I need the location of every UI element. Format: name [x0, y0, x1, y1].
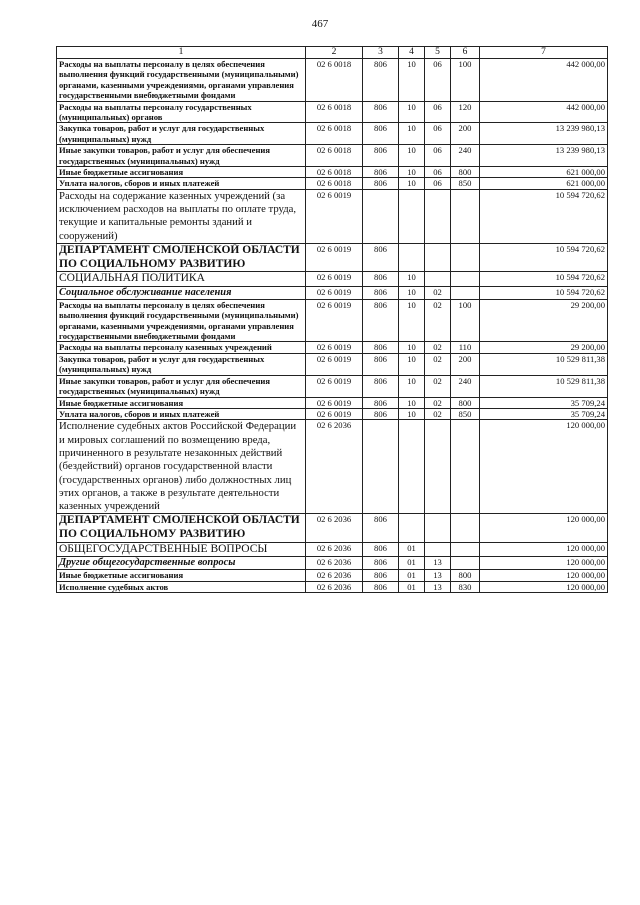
expense-type-cell [451, 420, 480, 514]
target-article-cell: 02 6 0019 [306, 353, 363, 375]
expense-type-cell: 240 [451, 145, 480, 167]
target-article-cell: 02 6 2036 [306, 542, 363, 557]
expense-type-cell: 110 [451, 342, 480, 353]
subsection-code-cell: 02 [425, 353, 451, 375]
amount-cell: 10 594 720,62 [480, 244, 608, 272]
name-cell: Расходы на выплаты персоналу в целях обеспечения выполнения функций государственными (муниципальными) органами, казенными учреждениями, органами управления государственными внебюджетными фондами [57, 299, 306, 342]
subsection-code-cell [425, 420, 451, 514]
amount-cell: 442 000,00 [480, 59, 608, 102]
name-cell: Иные бюджетные ассигнования [57, 570, 306, 581]
table-body [57, 59, 608, 593]
table-row [57, 101, 608, 123]
target-article-cell: 02 6 0018 [306, 178, 363, 189]
target-article-cell: 02 6 2036 [306, 581, 363, 592]
table-row [57, 123, 608, 145]
target-article-cell: 02 6 2036 [306, 557, 363, 570]
admin-code-cell: 806 [363, 570, 399, 581]
name-cell: Закупка товаров, работ и услуг для государственных (муниципальных) нужд [57, 353, 306, 375]
expense-type-cell: 200 [451, 123, 480, 145]
header-cell: 3 [363, 47, 399, 59]
header-cell: 4 [399, 47, 425, 59]
name-cell: Закупка товаров, работ и услуг для государственных (муниципальных) нужд [57, 123, 306, 145]
admin-code-cell: 806 [363, 167, 399, 178]
section-code-cell: 10 [399, 286, 425, 299]
name-cell: Иные бюджетные ассигнования [57, 167, 306, 178]
page-number: 467 [311, 18, 329, 30]
admin-code-cell [363, 189, 399, 243]
expense-type-cell: 240 [451, 375, 480, 397]
amount-cell: 35 709,24 [480, 397, 608, 408]
target-article-cell: 02 6 0019 [306, 397, 363, 408]
table-row [57, 408, 608, 419]
amount-cell: 35 709,24 [480, 408, 608, 419]
name-cell: ОБЩЕГОСУДАРСТВЕННЫЕ ВОПРОСЫ [57, 542, 306, 557]
expense-type-cell [451, 286, 480, 299]
section-code-cell: 10 [399, 145, 425, 167]
table-row [57, 272, 608, 287]
amount-cell: 120 000,00 [480, 581, 608, 592]
header-cell: 2 [306, 47, 363, 59]
target-article-cell: 02 6 0018 [306, 123, 363, 145]
amount-cell: 120 000,00 [480, 542, 608, 557]
subsection-code-cell: 02 [425, 286, 451, 299]
admin-code-cell: 806 [363, 514, 399, 542]
admin-code-cell: 806 [363, 299, 399, 342]
name-cell: Исполнение судебных актов [57, 581, 306, 592]
admin-code-cell: 806 [363, 353, 399, 375]
amount-cell: 120 000,00 [480, 557, 608, 570]
amount-cell: 120 000,00 [480, 570, 608, 581]
section-code-cell: 10 [399, 178, 425, 189]
table-row [57, 189, 608, 243]
amount-cell: 10 594 720,62 [480, 286, 608, 299]
name-cell: Социальное обслуживание населения [57, 286, 306, 299]
amount-cell: 120 000,00 [480, 514, 608, 542]
name-cell: СОЦИАЛЬНАЯ ПОЛИТИКА [57, 272, 306, 287]
subsection-code-cell: 13 [425, 581, 451, 592]
expense-type-cell [451, 514, 480, 542]
amount-cell: 10 529 811,38 [480, 353, 608, 375]
expense-type-cell: 100 [451, 299, 480, 342]
subsection-code-cell: 02 [425, 408, 451, 419]
table-row [57, 286, 608, 299]
target-article-cell: 02 6 2036 [306, 420, 363, 514]
section-code-cell: 10 [399, 167, 425, 178]
target-article-cell: 02 6 0019 [306, 272, 363, 287]
name-cell: Уплата налогов, сборов и иных платежей [57, 408, 306, 419]
admin-code-cell: 806 [363, 342, 399, 353]
admin-code-cell: 806 [363, 408, 399, 419]
subsection-code-cell [425, 514, 451, 542]
name-cell: ДЕПАРТАМЕНТ СМОЛЕНСКОЙ ОБЛАСТИ ПО СОЦИАЛЬНОМУ РАЗВИТИЮ [57, 244, 306, 272]
admin-code-cell: 806 [363, 557, 399, 570]
table-row [57, 167, 608, 178]
admin-code-cell: 806 [363, 123, 399, 145]
amount-cell: 29 200,00 [480, 299, 608, 342]
subsection-code-cell: 13 [425, 570, 451, 581]
section-code-cell [399, 420, 425, 514]
table-row [57, 353, 608, 375]
section-code-cell: 10 [399, 272, 425, 287]
admin-code-cell: 806 [363, 59, 399, 102]
subsection-code-cell: 02 [425, 299, 451, 342]
section-code-cell: 01 [399, 581, 425, 592]
expense-type-cell: 830 [451, 581, 480, 592]
target-article-cell: 02 6 0018 [306, 59, 363, 102]
subsection-code-cell: 06 [425, 178, 451, 189]
section-code-cell: 10 [399, 123, 425, 145]
subsection-code-cell: 06 [425, 167, 451, 178]
table-row [57, 59, 608, 102]
section-code-cell: 01 [399, 557, 425, 570]
section-code-cell: 10 [399, 342, 425, 353]
table-row [57, 244, 608, 272]
target-article-cell: 02 6 2036 [306, 570, 363, 581]
target-article-cell: 02 6 0018 [306, 145, 363, 167]
section-code-cell: 01 [399, 570, 425, 581]
subsection-code-cell [425, 272, 451, 287]
subsection-code-cell [425, 542, 451, 557]
table-row [57, 557, 608, 570]
target-article-cell: 02 6 0018 [306, 101, 363, 123]
name-cell: Расходы на выплаты персоналу государственных (муниципальных) органов [57, 101, 306, 123]
section-code-cell: 10 [399, 59, 425, 102]
name-cell: Иные закупки товаров, работ и услуг для обеспечения государственных (муниципальных) нужд [57, 375, 306, 397]
target-article-cell: 02 6 0019 [306, 189, 363, 243]
subsection-code-cell: 06 [425, 101, 451, 123]
expense-type-cell: 850 [451, 408, 480, 419]
target-article-cell: 02 6 0019 [306, 299, 363, 342]
amount-cell: 10 529 811,38 [480, 375, 608, 397]
section-code-cell [399, 514, 425, 542]
subsection-code-cell [425, 244, 451, 272]
subsection-code-cell: 06 [425, 145, 451, 167]
table-row [57, 581, 608, 592]
name-cell: Иные закупки товаров, работ и услуг для обеспечения государственных (муниципальных) нужд [57, 145, 306, 167]
admin-code-cell: 806 [363, 272, 399, 287]
section-code-cell: 10 [399, 408, 425, 419]
table-row [57, 342, 608, 353]
amount-cell: 13 239 980,13 [480, 123, 608, 145]
section-code-cell [399, 189, 425, 243]
amount-cell: 10 594 720,62 [480, 189, 608, 243]
name-cell: Иные бюджетные ассигнования [57, 397, 306, 408]
expense-type-cell: 100 [451, 59, 480, 102]
table-row [57, 178, 608, 189]
subsection-code-cell: 06 [425, 123, 451, 145]
table-row [57, 570, 608, 581]
section-code-cell: 10 [399, 299, 425, 342]
subsection-code-cell [425, 189, 451, 243]
amount-cell: 442 000,00 [480, 101, 608, 123]
target-article-cell: 02 6 0018 [306, 167, 363, 178]
table-row [57, 299, 608, 342]
name-cell: Расходы на выплаты персоналу в целях обеспечения выполнения функций государственными (муниципальными) органами, казенными учреждениями, органами управления государственными внебюджетными фондами [57, 59, 306, 102]
header-cell: 7 [480, 47, 608, 59]
budget-table [56, 46, 608, 593]
name-cell: ДЕПАРТАМЕНТ СМОЛЕНСКОЙ ОБЛАСТИ ПО СОЦИАЛЬНОМУ РАЗВИТИЮ [57, 514, 306, 542]
expense-type-cell [451, 557, 480, 570]
subsection-code-cell: 13 [425, 557, 451, 570]
subsection-code-cell: 02 [425, 397, 451, 408]
target-article-cell: 02 6 2036 [306, 514, 363, 542]
section-code-cell: 10 [399, 375, 425, 397]
amount-cell: 621 000,00 [480, 178, 608, 189]
section-code-cell: 01 [399, 542, 425, 557]
target-article-cell: 02 6 0019 [306, 408, 363, 419]
expense-type-cell [451, 189, 480, 243]
subsection-code-cell: 06 [425, 59, 451, 102]
table-row [57, 420, 608, 514]
admin-code-cell: 806 [363, 244, 399, 272]
header-cell: 1 [57, 47, 306, 59]
name-cell: Исполнение судебных актов Российской Федерации и мировых соглашений по возмещению вреда, причиненного в результате незаконных действий (бездействий) органов государственной власти (государственных органов) либо должностных лиц этих органов, а также в результате деятельности казенных учреждений [57, 420, 306, 514]
target-article-cell: 02 6 0019 [306, 375, 363, 397]
expense-type-cell: 200 [451, 353, 480, 375]
table-row [57, 542, 608, 557]
admin-code-cell: 806 [363, 375, 399, 397]
admin-code-cell [363, 420, 399, 514]
header-cell: 5 [425, 47, 451, 59]
name-cell: Расходы на выплаты персоналу казенных учреждений [57, 342, 306, 353]
name-cell: Другие общегосударственные вопросы [57, 557, 306, 570]
admin-code-cell: 806 [363, 145, 399, 167]
header-row [57, 47, 608, 59]
table-row [57, 397, 608, 408]
name-cell: Уплата налогов, сборов и иных платежей [57, 178, 306, 189]
table-row [57, 375, 608, 397]
admin-code-cell: 806 [363, 101, 399, 123]
target-article-cell: 02 6 0019 [306, 286, 363, 299]
admin-code-cell: 806 [363, 542, 399, 557]
amount-cell: 10 594 720,62 [480, 272, 608, 287]
expense-type-cell: 800 [451, 167, 480, 178]
amount-cell: 13 239 980,13 [480, 145, 608, 167]
section-code-cell: 10 [399, 397, 425, 408]
expense-type-cell: 120 [451, 101, 480, 123]
name-cell: Расходы на содержание казенных учреждений (за исключением расходов на выплаты по оплате труда, текущие и капитальные ремонты зданий и сооружений) [57, 189, 306, 243]
table-row [57, 145, 608, 167]
admin-code-cell: 806 [363, 178, 399, 189]
target-article-cell: 02 6 0019 [306, 244, 363, 272]
header-cell: 6 [451, 47, 480, 59]
expense-type-cell [451, 272, 480, 287]
amount-cell: 621 000,00 [480, 167, 608, 178]
expense-type-cell [451, 542, 480, 557]
expense-type-cell: 850 [451, 178, 480, 189]
expense-type-cell [451, 244, 480, 272]
section-code-cell: 10 [399, 101, 425, 123]
admin-code-cell: 806 [363, 397, 399, 408]
section-code-cell: 10 [399, 353, 425, 375]
subsection-code-cell: 02 [425, 342, 451, 353]
amount-cell: 120 000,00 [480, 420, 608, 514]
table-row [57, 514, 608, 542]
expense-type-cell: 800 [451, 397, 480, 408]
expense-type-cell: 800 [451, 570, 480, 581]
amount-cell: 29 200,00 [480, 342, 608, 353]
admin-code-cell: 806 [363, 286, 399, 299]
target-article-cell: 02 6 0019 [306, 342, 363, 353]
section-code-cell [399, 244, 425, 272]
admin-code-cell: 806 [363, 581, 399, 592]
subsection-code-cell: 02 [425, 375, 451, 397]
